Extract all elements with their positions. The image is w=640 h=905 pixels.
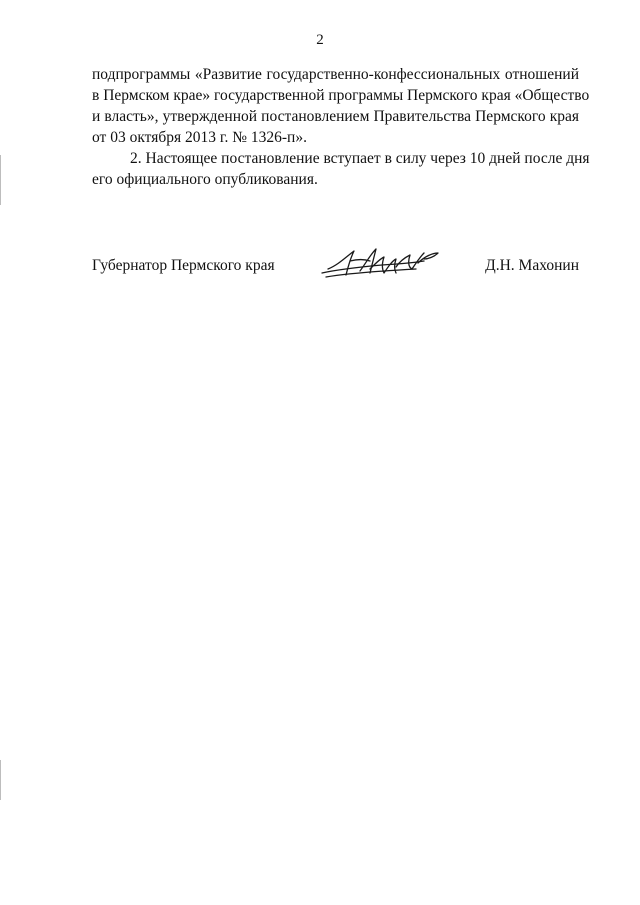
text-line: подпрограммы «Развитие государственно-конфессиональных отношений bbox=[92, 66, 579, 83]
document-body bbox=[92, 64, 590, 190]
signature-block bbox=[92, 243, 579, 283]
paragraph-1 bbox=[92, 64, 590, 148]
handwritten-signature-icon bbox=[320, 243, 450, 281]
scan-edge-mark bbox=[0, 155, 1, 205]
signatory-name: Д.Н. Махонин bbox=[485, 257, 579, 274]
text-line: в Пермском крае» государственной программы Пермского края «Общество bbox=[92, 87, 590, 104]
paragraph-2 bbox=[92, 148, 590, 190]
text-line: от 03 октября 2013 г. № 1326-п». bbox=[92, 129, 307, 146]
page-number: 2 bbox=[316, 32, 324, 48]
scan-edge-mark bbox=[0, 760, 1, 800]
text-line: и власть», утвержденной постановлением Правительства Пермского края bbox=[92, 108, 579, 125]
text-line: его официального опубликования. bbox=[92, 171, 318, 188]
signatory-title: Губернатор Пермского края bbox=[92, 257, 275, 274]
text-line: 2. Настоящее постановление вступает в силу через 10 дней после дня bbox=[130, 150, 590, 167]
